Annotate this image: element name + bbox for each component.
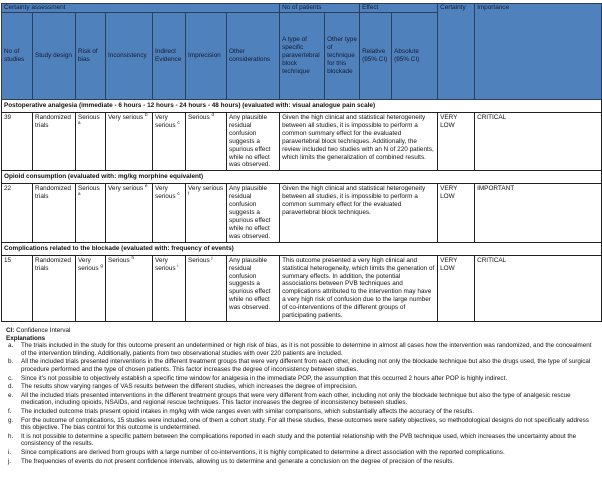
note-text: The frequencies of events do not present confidence intervals, allowing us to determine and generate a conclusion on the degree of precision of the results. [21, 457, 455, 465]
col-study-design: Study design [33, 13, 76, 100]
col-inconsistency: Inconsistency [106, 13, 153, 100]
col-importance: Importance [475, 4, 602, 100]
inconsistency-footnote-mark: h [131, 254, 134, 260]
note-mark: c. [8, 374, 13, 382]
no-of-studies: 15 [2, 255, 33, 321]
inconsistency-value: Very serious [108, 185, 144, 193]
risk-of-bias [76, 184, 106, 242]
note-mark: e. [8, 391, 14, 399]
explanation-note [6, 383, 598, 391]
explanation-note [6, 433, 598, 448]
outcome-header-row [2, 171, 602, 184]
imprecision [186, 113, 227, 171]
explanations-title: Explanations [6, 334, 46, 342]
col-other-considerations: Other considerations [227, 13, 280, 100]
inconsistency-footnote-mark: b [144, 111, 148, 117]
table-row [2, 255, 602, 321]
risk-of-bias-value: Very serious [78, 256, 99, 272]
col-relative: Relative (95% CI) [360, 13, 392, 100]
importance: IMPORTANT [475, 184, 602, 242]
col-other-technique: Other type of technique for this blockade [325, 13, 360, 100]
certainty: VERY LOW [438, 255, 475, 321]
col-absolute: Absolute (95% CI) [392, 13, 438, 100]
note-mark: j. [8, 457, 12, 465]
inconsistency-footnote-mark: e [144, 183, 148, 189]
indirect-evidence [153, 113, 186, 171]
explanation-note [6, 417, 598, 432]
effect-summary: This outcome presented a very high clinical and statistical heterogeneity, which limits the generation of summary effects. In addition, the potential associations between PVB techniques and complications attributed to the intervention may have a very high risk of confusion due to the large number of co-interventions of the different groups of participating patients. [280, 255, 438, 321]
inconsistency [106, 184, 153, 242]
note-mark: a. [8, 342, 14, 350]
indirect-evidence [153, 184, 186, 242]
col-indirect-evidence: Indirect Evidence [153, 13, 186, 100]
explanation-note [6, 392, 598, 407]
indirect-evidence-footnote-mark: c [177, 119, 180, 125]
imprecision [186, 255, 227, 321]
col-certainty: Certainty [438, 4, 475, 100]
study-design: Randomized trials [33, 113, 76, 171]
effect-summary: Given the high clinical and statistical heterogeneity between all studies, it is impossible to perform a common summary effect for the evaluated paravertebral block techniques. [280, 184, 438, 242]
imprecision-value: Serious [188, 114, 210, 121]
note-mark: i. [8, 448, 12, 456]
note-mark: h. [8, 432, 14, 440]
table-footnotes [6, 327, 598, 466]
imprecision-value: Serious [188, 256, 210, 264]
group-no-of-patients: No of patients [280, 4, 360, 13]
group-certainty-assessment: Certainty assessment [2, 4, 280, 13]
group-effect: Effect [360, 4, 438, 13]
note-text: The results show varying ranges of VAS results between the different studies, which increases the degree of imprecision. [21, 383, 358, 391]
indirect-evidence-footnote-mark: i [177, 262, 179, 268]
no-of-studies: 39 [2, 113, 33, 171]
evidence-profile-table [1, 3, 602, 322]
ci-text: Confidence Interval [16, 327, 71, 334]
risk-of-bias-value: Serious [78, 185, 100, 193]
importance: CRITICAL [475, 113, 602, 171]
note-mark: b. [8, 358, 14, 366]
risk-of-bias-value: Serious [78, 114, 100, 121]
indirect-evidence-value: Very serious [155, 185, 176, 201]
explanation-note [6, 358, 598, 373]
note-mark: f. [8, 407, 12, 415]
note-text: Since it's not possible to objectively establish a specific time window for analgesia in the immediate POP, the assumption that this occurred 2 hours after POP is highly indirect. [21, 374, 508, 382]
note-mark: d. [8, 383, 14, 391]
risk-of-bias-footnote-mark: a [78, 119, 81, 125]
other-considerations: Any plausible residual confusion suggests a spurious effect while no effect was observed. [227, 113, 280, 171]
col-no-of-studies: No of studies [2, 13, 33, 100]
risk-of-bias [76, 255, 106, 321]
outcome-header-row [2, 242, 602, 255]
explanation-note [6, 408, 598, 416]
note-text: For the outcome of complications, 15 studies were included, one of them a cohort study. For all these studies, these outcomes were safety objectives, so methodological designs do not specifically address this objective. The bias control for this outcome is undetermined. [21, 416, 589, 432]
other-considerations: Any plausible residual confusion suggests a spurious effect while no effect was observed. [227, 255, 280, 321]
explanation-note [6, 342, 598, 357]
outcome-title: Complications related to the blockade (evaluated with: frequency of events) [2, 242, 602, 255]
study-design: Randomized trials [33, 255, 76, 321]
explanation-note [6, 375, 598, 383]
indirect-evidence [153, 255, 186, 321]
col-specific-pvb-technique: A type of specific paravertebral block technique [280, 13, 325, 100]
col-risk-of-bias: Risk of bias [76, 13, 106, 100]
risk-of-bias-footnote-mark: g [100, 262, 103, 268]
explanations-list [6, 342, 598, 465]
imprecision-footnote-mark: j [211, 254, 213, 260]
col-imprecision: Imprecision [186, 13, 227, 100]
certainty: VERY LOW [438, 113, 475, 171]
table-row [2, 113, 602, 171]
note-text: The trials included in the study for this outcome present an undetermined or high risk of bias, as it is not possible to determine in almost all cases how the intervention was randomized, and the concealment of the intervention blinding. Additionally, patients from two observational studies with over 220 patients are included. [21, 342, 592, 357]
outcome-title: Postoperative analgesia (immediate - 6 hours - 12 hours - 24 hours - 48 hours) (evaluated with: visual analogue pain scale) [2, 100, 602, 113]
inconsistency-value: Serious [108, 256, 130, 264]
study-design: Randomized trials [33, 184, 76, 242]
importance: CRITICAL [475, 255, 602, 321]
imprecision-footnote-mark: d [211, 111, 214, 117]
imprecision-footnote-mark: f [188, 191, 190, 197]
no-of-studies: 22 [2, 184, 33, 242]
indirect-evidence-value: Very serious [155, 114, 176, 129]
imprecision-value: Very serious [188, 185, 224, 193]
outcome-title: Opioid consumption (evaluated with: mg/kg morphine equivalent) [2, 171, 602, 184]
explanation-note [6, 458, 598, 466]
indirect-evidence-footnote-mark: c [177, 191, 180, 197]
note-text: Since complications are derived from groups with a large number of co-interventions, it is highly complicated to determine a direct association with the reported complications. [21, 448, 505, 456]
note-mark: g. [8, 416, 14, 424]
note-text: All the included trials presented interventions in the different treatment groups that were very different from each other, including not only the blockade technique but also the type of analgesic rescue medication, including opioids, NSAIDs, and regional rescue techniques. This factor increases the degree of inconsistency between studies. [21, 391, 571, 407]
imprecision [186, 184, 227, 242]
ci-label: CI: [6, 327, 15, 334]
outcome-header-row [2, 100, 602, 113]
table-row [2, 184, 602, 242]
note-text: It is not possible to determine a specific pattern between the complications reported in each study and the potential relationship with the PVB technique used, which increases the uncertainty about the consistency of the results. [21, 432, 577, 448]
risk-of-bias [76, 113, 106, 171]
ci-definition [6, 327, 598, 335]
note-text: The included outcome trials present opioid intakes in mg/kg with wide ranges even with similar comparisons, which substantially affects the accuracy of the results. [21, 407, 475, 415]
risk-of-bias-footnote-mark: a [78, 191, 81, 197]
inconsistency [106, 255, 153, 321]
inconsistency [106, 113, 153, 171]
note-text: All the included trials presented interventions in the different treatment groups that were very different from each other, including not only the blockade technique but also the drugs used, the type of surgical procedure performed and the type of chosen patients. This factor increases the degree of inconsistency between studies. [21, 358, 591, 373]
explanation-note [6, 449, 598, 457]
other-considerations: Any plausible residual confusion suggests a spurious effect while no effect was observed. [227, 184, 280, 242]
certainty: VERY LOW [438, 184, 475, 242]
effect-summary: Given the high clinical and statistical heterogeneity between all studies, it is impossible to perform a common summary effect for the evaluated paravertebral block techniques. Additionally, the review included two studies with an N of 220 patients, which limits the generalization of combined results. [280, 113, 438, 171]
inconsistency-value: Very serious [108, 114, 144, 121]
indirect-evidence-value: Very serious [155, 256, 176, 272]
